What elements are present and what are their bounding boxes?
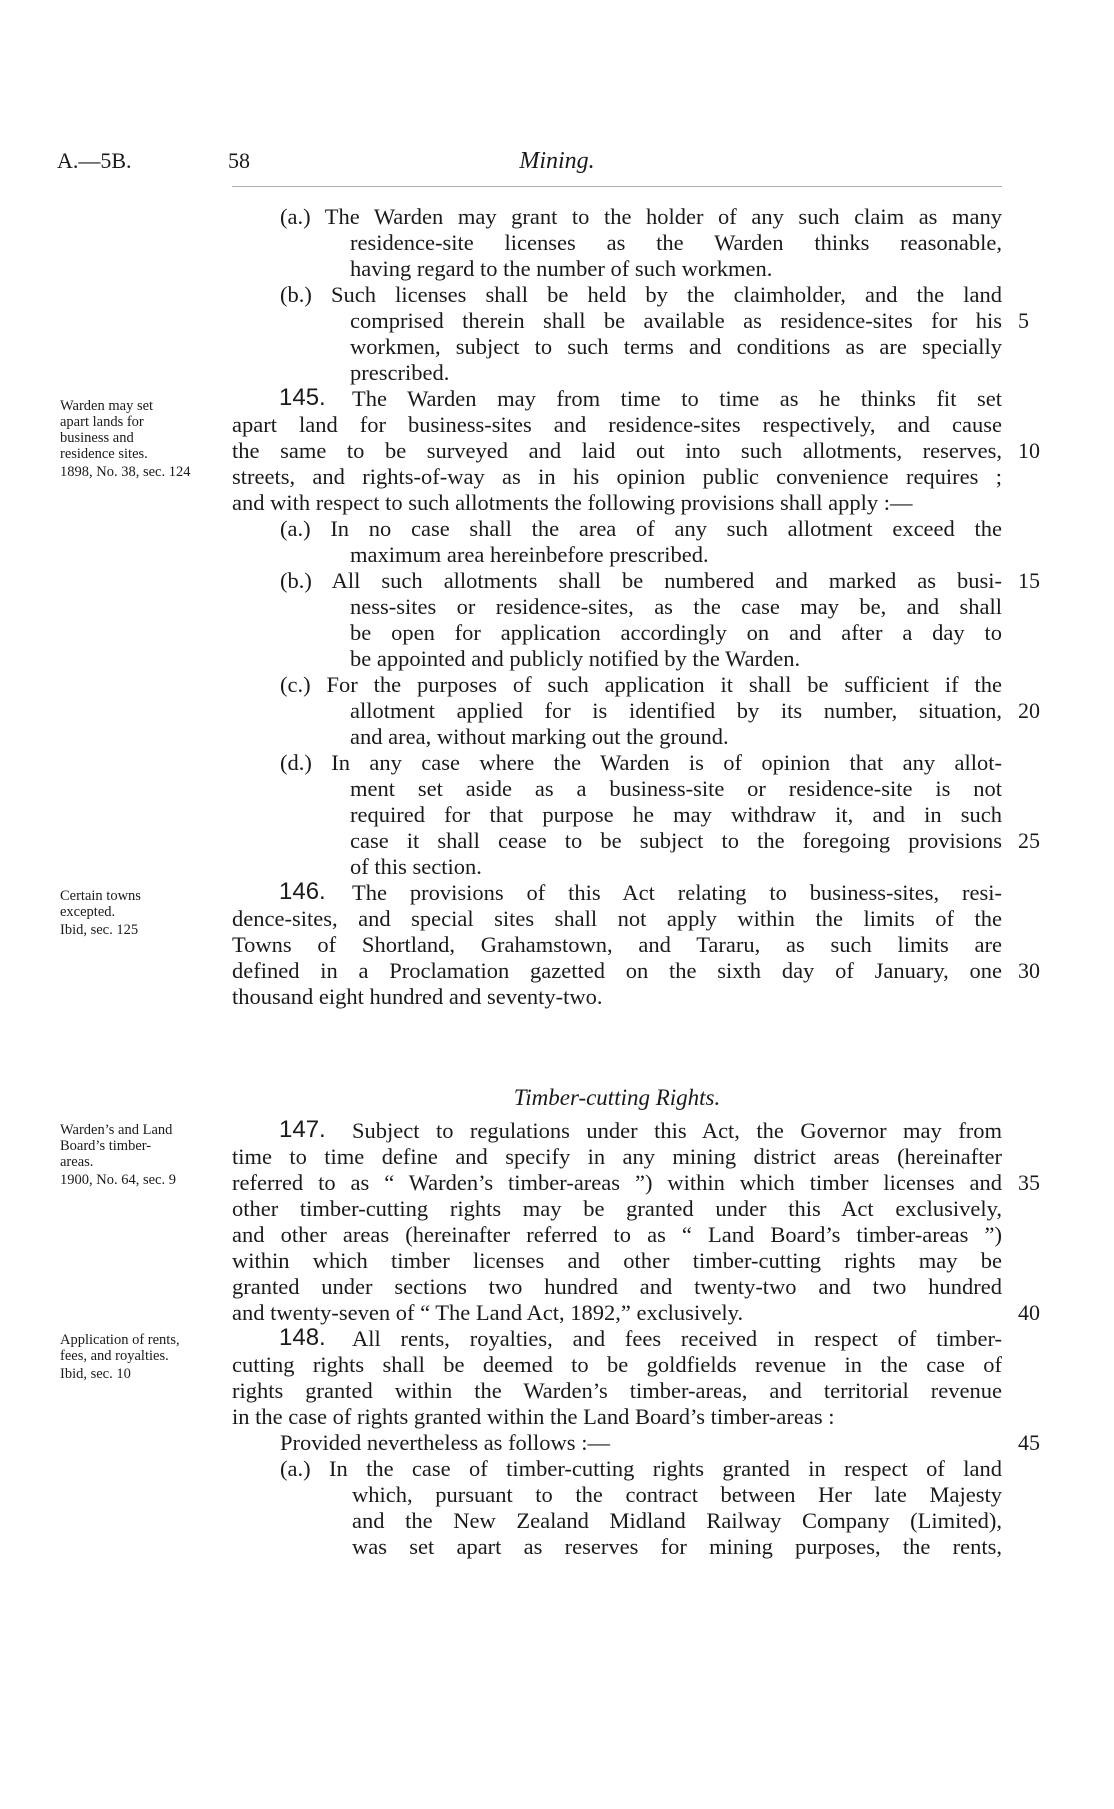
text-line: and area, without marking out the ground.: [350, 724, 729, 749]
text-line: which, pursuant to the contract between Her late Majesty: [352, 1482, 1002, 1507]
text-line: in the case of rights granted within the Land Board’s timber-areas :: [232, 1404, 835, 1429]
text-line: thousand eight hundred and seventy-two.: [232, 984, 603, 1009]
marginal-note-line: fees, and royalties.: [60, 1348, 169, 1364]
text-line: required for that purpose he may withdraw it, and in such: [350, 802, 1002, 827]
text-line: be appointed and publicly notified by the Warden.: [350, 646, 801, 671]
text-line: was set apart as reserves for mining purposes, the rents,: [352, 1534, 1002, 1559]
text-line: be open for application accordingly on and after a day to: [350, 620, 1002, 645]
text-line: residence-site licenses as the Warden thinks reasonable,: [350, 230, 1002, 255]
marginal-note-line: residence sites.: [60, 446, 148, 462]
text-line: comprised therein shall be available as residence-sites for his: [350, 308, 1002, 333]
text-line: Towns of Shortland, Grahamstown, and Tararu, as such limits are: [232, 932, 1002, 957]
text-line: the same to be surveyed and laid out into such allotments, reserves,: [232, 438, 1002, 463]
text-line: and the New Zealand Midland Railway Company (Limited),: [352, 1508, 1002, 1533]
line-number: 20: [1018, 698, 1040, 723]
marginal-note-line: 1898, No. 38, sec. 124: [60, 464, 191, 480]
line-number: 40: [1018, 1300, 1040, 1325]
text-line: streets, and rights-of-way as in his opinion public convenience requires ;: [232, 464, 1002, 489]
marginal-note-line: excepted.: [60, 904, 116, 920]
header-rule: [232, 186, 1002, 187]
text-line: prescribed.: [350, 360, 450, 385]
line-number: 30: [1018, 958, 1040, 983]
text-line: defined in a Proclamation gazetted on the sixth day of January, one: [232, 958, 1002, 983]
marginal-note-line: apart lands for: [60, 414, 144, 430]
text-line: (c.) For the purposes of such application it shall be sufficient if the: [280, 672, 1002, 697]
text-line: and other areas (hereinafter referred to as “ Land Board’s timber-areas ”): [232, 1222, 1002, 1247]
text-line: ness-sites or residence-sites, as the case may be, and shall: [350, 594, 1002, 619]
marginal-note-line: Warden may set: [60, 398, 154, 414]
section-number-147: 147.: [279, 1116, 326, 1143]
text-line: dence-sites, and special sites shall not apply within the limits of the: [232, 906, 1002, 931]
text-line: of this section.: [350, 854, 482, 879]
text-line: All rents, royalties, and fees received in respect of timber-: [352, 1326, 1002, 1351]
text-line: (a.) In the case of timber-cutting rights granted in respect of land: [280, 1456, 1002, 1481]
text-line: and with respect to such allotments the following provisions shall apply :—: [232, 490, 913, 515]
text-line: and twenty-seven of “ The Land Act, 1892,” exclusively.: [232, 1300, 744, 1325]
section-heading: Timber-cutting Rights.: [513, 1085, 721, 1110]
marginal-note-line: Ibid, sec. 125: [60, 922, 139, 938]
text-line: (b.) Such licenses shall be held by the claimholder, and the land: [280, 282, 1002, 307]
text-line: Subject to regulations under this Act, the Governor may from: [352, 1118, 1002, 1143]
text-line: case it shall cease to be subject to the foregoing provisions: [350, 828, 1002, 853]
text-line: within which timber licenses and other timber-cutting rights may be: [232, 1248, 1002, 1273]
section-number-148: 148.: [279, 1324, 326, 1351]
text-line: (a.) In no case shall the area of any such allotment exceed the: [280, 516, 1002, 541]
text-line: Provided nevertheless as follows :—: [280, 1430, 610, 1455]
text-line: (b.) All such allotments shall be numbered and marked as busi-: [280, 568, 1002, 593]
section-number-145: 145.: [279, 384, 326, 411]
text-line: apart land for business-sites and residence-sites respectively, and cause: [232, 412, 1002, 437]
text-line: ment set aside as a business-site or residence-site is not: [350, 776, 1002, 801]
marginal-note-line: Board’s timber-: [60, 1138, 152, 1154]
marginal-note-line: business and: [60, 430, 134, 446]
text-line: granted under sections two hundred and twenty-two and two hundred: [232, 1274, 1002, 1299]
line-number: 35: [1018, 1170, 1040, 1195]
line-number: 5: [1018, 308, 1029, 333]
marginal-note-line: 1900, No. 64, sec. 9: [60, 1172, 176, 1188]
document-reference: A.—5B.: [57, 148, 132, 173]
text-line: rights granted within the Warden’s timber-areas, and territorial revenue: [232, 1378, 1002, 1403]
page-number: 58: [228, 148, 250, 173]
marginal-note-line: Ibid, sec. 10: [60, 1366, 131, 1382]
text-line: having regard to the number of such workmen.: [350, 256, 773, 281]
line-number: 25: [1018, 828, 1040, 853]
line-number: 45: [1018, 1430, 1040, 1455]
text-line: referred to as “ Warden’s timber-areas ”) within which timber licenses and: [232, 1170, 1002, 1195]
line-number: 15: [1018, 568, 1040, 593]
text-line: workmen, subject to such terms and conditions as are specially: [350, 334, 1002, 359]
marginal-note-line: Certain towns: [60, 888, 141, 904]
text-line: (a.) The Warden may grant to the holder of any such claim as many: [280, 204, 1002, 229]
marginal-note-line: Application of rents,: [60, 1332, 180, 1348]
text-line: allotment applied for is identified by its number, situation,: [350, 698, 1002, 723]
text-line: The Warden may from time to time as he thinks fit set: [352, 386, 1002, 411]
running-title: Mining.: [519, 148, 595, 174]
section-number-146: 146.: [279, 878, 326, 905]
text-line: time to time define and specify in any mining district areas (hereinafter: [232, 1144, 1002, 1169]
line-number: 10: [1018, 438, 1040, 463]
text-line: (d.) In any case where the Warden is of opinion that any allot-: [280, 750, 1002, 775]
text-line: The provisions of this Act relating to business-sites, resi-: [352, 880, 1002, 905]
marginal-note-line: Warden’s and Land: [60, 1122, 173, 1138]
text-line: maximum area hereinbefore prescribed.: [350, 542, 709, 567]
marginal-note-line: areas.: [60, 1154, 94, 1170]
text-line: other timber-cutting rights may be granted under this Act exclusively,: [232, 1196, 1002, 1221]
text-line: cutting rights shall be deemed to be goldfields revenue in the case of: [232, 1352, 1002, 1377]
